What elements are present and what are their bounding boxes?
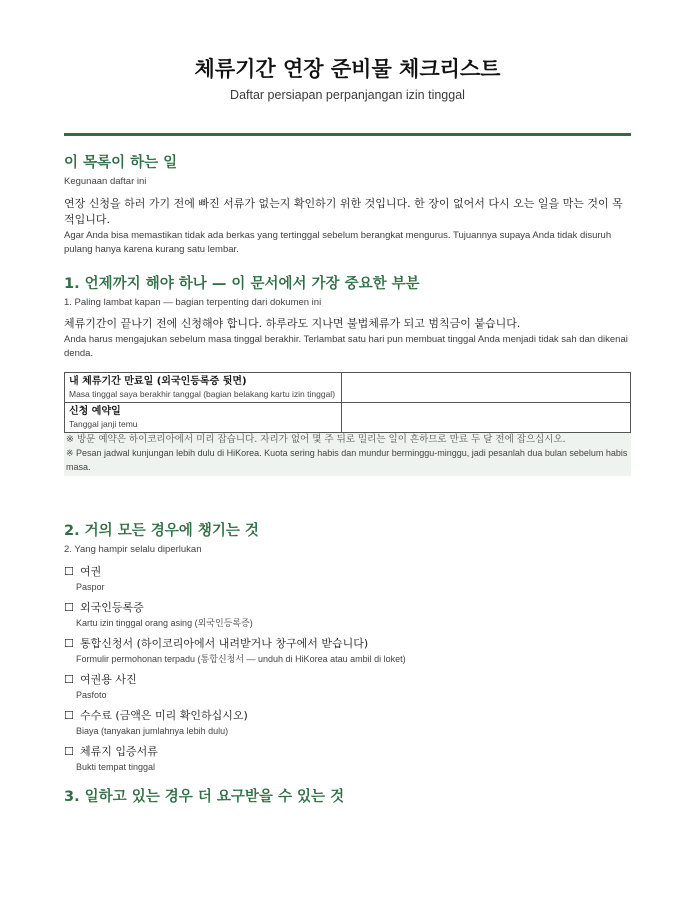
item-translation: Paspor bbox=[76, 582, 105, 592]
note-indonesian: ※ Pesan jadwal kunjungan lebih dulu di HiKorea. Kuota sering habis dan mundur berminggu-minggu, jadi pesanlah dua bulan sebelum habis masa. bbox=[66, 448, 628, 472]
table-label-cell bbox=[65, 373, 342, 403]
section-heading-translation: 2. Yang hampir selalu diperlukan bbox=[64, 544, 202, 555]
paragraph-korean: 연장 신청을 하러 가기 전에 빠진 서류가 없는지 확인하기 위한 것입니다. 한 장이 없어서 다시 오는 일을 막는 것이 목적입니다. bbox=[64, 197, 623, 226]
item-translation: Formulir permohonan terpadu (통합신청서 — unduh di HiKorea atau ambil di loket) bbox=[76, 654, 406, 664]
item-label: 여권용 사진 bbox=[80, 673, 137, 686]
appointment-date-field[interactable] bbox=[342, 403, 631, 433]
paragraph-korean: 체류기간이 끝나기 전에 신청해야 합니다. 하루라도 지나면 불법체류가 되고 범칙금이 붙습니다. bbox=[64, 317, 521, 330]
list-item bbox=[64, 744, 631, 774]
checkbox[interactable]: ☐ bbox=[64, 673, 74, 686]
checklist bbox=[64, 564, 631, 774]
item-label: 수수료 (금액은 미리 확인하십시오) bbox=[80, 709, 248, 722]
paragraph-indonesian: Agar Anda bisa memastikan tidak ada berkas yang tertinggal sebelum berangkat mengurus. Tujuannya supaya Anda tidak disuruh pulang hanya karena kurang satu lembar. bbox=[64, 230, 612, 255]
document-header bbox=[64, 54, 631, 102]
document-subtitle: Daftar persiapan perpanjangan izin tinggal bbox=[230, 88, 465, 102]
section-heading-translation: Kegunaan daftar ini bbox=[64, 176, 147, 187]
table-row bbox=[65, 373, 631, 403]
list-item bbox=[64, 564, 631, 594]
table-row bbox=[65, 403, 631, 433]
list-item bbox=[64, 600, 631, 630]
reservation-note bbox=[64, 433, 631, 476]
section-deadline bbox=[64, 273, 631, 476]
section-heading: 2. 거의 모든 경우에 챙기는 것 bbox=[64, 523, 259, 539]
note-korean: ※ 방문 예약은 하이코리아에서 미리 잡습니다. 자리가 없어 몇 주 뒤로 밀리는 일이 흔하므로 만료 두 달 전에 잡으십시오. bbox=[66, 434, 566, 445]
appointment-date-label-translation: Tanggal janji temu bbox=[69, 419, 138, 429]
item-translation: Kartu izin tinggal orang asing (외국인등록증) bbox=[76, 618, 253, 628]
item-translation: Pasfoto bbox=[76, 690, 107, 700]
section-heading: 3. 일하고 있는 경우 더 요구받을 수 있는 것 bbox=[64, 789, 345, 805]
section-required-items bbox=[64, 520, 631, 774]
document-body bbox=[64, 152, 631, 808]
expiry-date-label-translation: Masa tinggal saya berakhir tanggal (bagian belakang kartu izin tinggal) bbox=[69, 389, 336, 399]
header-divider bbox=[64, 133, 631, 136]
section-heading-translation: 1. Paling lambat kapan — bagian terpenting dari dokumen ini bbox=[64, 297, 322, 308]
section-purpose bbox=[64, 152, 631, 257]
item-label: 통합신청서 (하이코리아에서 내려받거나 창구에서 받습니다) bbox=[80, 637, 369, 650]
paragraph-indonesian: Anda harus mengajukan sebelum masa tinggal berakhir. Terlambat satu hari pun membuat tinggal Anda menjadi tidak sah dan dikenai denda. bbox=[64, 334, 628, 359]
item-translation: Bukti tempat tinggal bbox=[76, 762, 156, 772]
item-label: 외국인등록증 bbox=[80, 601, 144, 614]
item-label: 체류지 입증서류 bbox=[80, 745, 158, 758]
appointment-date-label: 신청 예약일 bbox=[69, 406, 121, 417]
checkbox[interactable]: ☐ bbox=[64, 637, 74, 650]
item-label: 여권 bbox=[80, 565, 102, 578]
checkbox[interactable]: ☐ bbox=[64, 745, 74, 758]
checkbox[interactable]: ☐ bbox=[64, 709, 74, 722]
table-label-cell bbox=[65, 403, 342, 433]
list-item bbox=[64, 708, 631, 738]
deadline-form-table bbox=[64, 372, 631, 433]
list-item bbox=[64, 636, 631, 666]
list-item bbox=[64, 672, 631, 702]
checkbox[interactable]: ☐ bbox=[64, 565, 74, 578]
section-heading: 1. 언제까지 해야 하나 — 이 문서에서 가장 중요한 부분 bbox=[64, 276, 420, 292]
item-translation: Biaya (tanyakan jumlahnya lebih dulu) bbox=[76, 726, 229, 736]
expiry-date-field[interactable] bbox=[342, 373, 631, 403]
section-work bbox=[64, 786, 631, 808]
expiry-date-label: 내 체류기간 만료일 (외국인등록증 뒷면) bbox=[69, 376, 247, 387]
checkbox[interactable]: ☐ bbox=[64, 601, 74, 614]
document-title: 체류기간 연장 준비물 체크리스트 bbox=[194, 57, 501, 81]
section-heading: 이 목록이 하는 일 bbox=[64, 155, 178, 171]
